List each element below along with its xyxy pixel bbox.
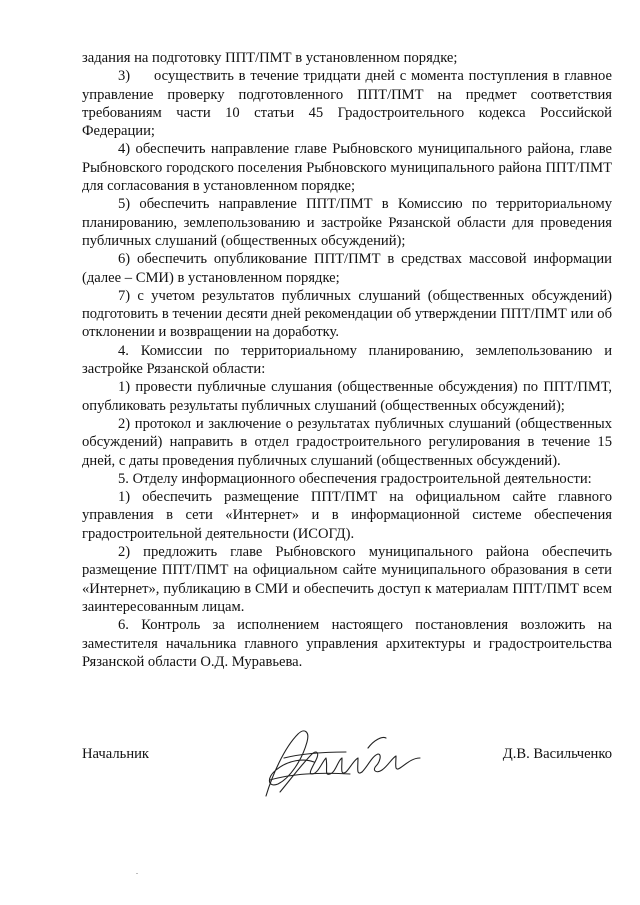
paragraph-item-3: 3) осуществить в течение тридцати дней с момента поступления в главное управление проверку подготовленного ППТ/ПМТ на предмет соответствия требованиям части 10 статьи 45 Градостроительного кодекса Российской Федерации;	[82, 68, 612, 140]
signatory-title: Начальник	[82, 746, 150, 762]
paragraph-continuation: задания на подготовку ППТ/ПМТ в установленном порядке;	[82, 50, 458, 66]
section-4-item-1: 1) провести публичные слушания (общественные обсуждения) по ППТ/ПМТ, опубликовать результаты публичных слушаний (общественных обсуждений);	[82, 379, 612, 414]
section-4-item-2: 2) протокол и заключение о результатах публичных слушаний (общественных обсуждений) направить в отдел градостроительного регулирования в течение 15 дней, с даты проведения публичных слушаний (общественных обсуждений).	[82, 415, 612, 469]
paragraph-item-7: 7) с учетом результатов публичных слушаний (общественных обсуждений) подготовить в течении десяти дней рекомендации об утверждении ППТ/ПМТ или об отклонении и возвращении на доработку.	[82, 287, 612, 341]
paragraph-item-4: 4) обеспечить направление главе Рыбновского муниципального района, главе Рыбновского городского поселения Рыбновского муниципального района ППТ/ПМТ для согласования в установленном порядке;	[82, 141, 612, 195]
section-5-item-2: 2) предложить главе Рыбновского муниципального района обеспечить размещение ППТ/ПМТ на официальном сайте муниципального образования в сети «Интернет», публикацию в СМИ и обеспечить доступ к материалам ППТ/ПМТ всем заинтересованным лицам.	[82, 544, 612, 615]
document-body	[82, 49, 612, 671]
paragraph-item-6: 6) обеспечить опубликование ППТ/ПМТ в средствах массовой информации (далее – СМИ) в установленном порядке;	[82, 251, 612, 286]
section-5-item-1: 1) обеспечить размещение ППТ/ПМТ на официальном сайте главного управления в сети «Интернет» и в информационной системе обеспечения градостроительной деятельности (ИСОГД).	[82, 489, 612, 542]
scan-speck	[136, 873, 138, 874]
handwritten-signature	[250, 718, 430, 808]
section-6-paragraph: 6. Контроль за исполнением настоящего постановления возложить на заместителя начальника главного управления архитектуры и градостроительства Рязанской области О.Д. Муравьева.	[82, 617, 612, 670]
section-5-heading: 5. Отделу информационного обеспечения градостроительной деятельности:	[118, 470, 592, 487]
paragraph-item-5: 5) обеспечить направление ППТ/ПМТ в Комиссию по территориальному планированию, землепользованию и застройке Рязанской области для проведения публичных слушаний (общественных обсуждений);	[82, 196, 612, 249]
signatory-name: Д.В. Васильченко	[502, 746, 612, 762]
section-4-heading: 4. Комиссии по территориальному планированию, землепользованию и застройке Рязанской области:	[82, 342, 612, 378]
